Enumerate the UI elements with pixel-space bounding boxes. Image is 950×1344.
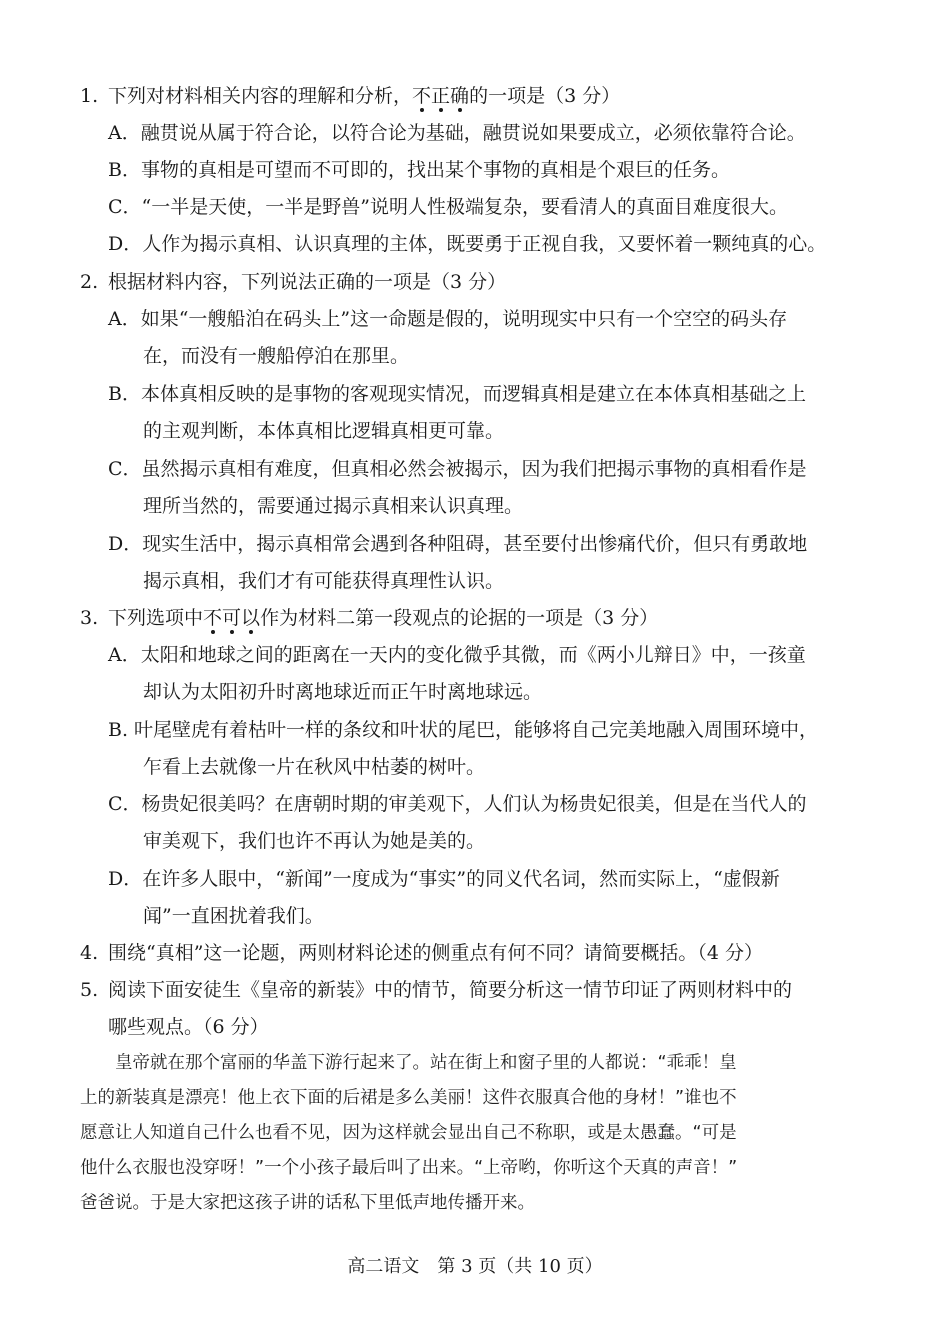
option-text: A．融贯说从属于符合论，以符合论为基础，融贯说如果要成立，必须依靠符合论。 bbox=[108, 122, 806, 144]
question-stem: 根据材料内容，下列说法正确的一项是（3 分） bbox=[108, 271, 507, 293]
question-stem: 围绕“真相”这一论题，两则材料论述的侧重点有何不同？请简要概括。（4 分） bbox=[108, 942, 764, 964]
option-text: B．事物的真相是可望而不可即的，找出某个事物的真相是个艰巨的任务。 bbox=[108, 159, 730, 181]
page-footer: 高二语文 第 3 页（共 10 页） bbox=[347, 1256, 603, 1277]
option-1c bbox=[108, 189, 853, 226]
question-number: 2. bbox=[80, 271, 99, 293]
option-2d bbox=[108, 526, 853, 600]
question-stem-part: 下列对材料相关内容的理解和分析， bbox=[108, 85, 413, 107]
emphasis-char: 正 bbox=[431, 85, 451, 107]
option-1d bbox=[108, 226, 853, 263]
emphasis-char: 不 bbox=[203, 607, 223, 629]
option-3b bbox=[108, 712, 853, 786]
option-text: C．“一半是天使，一半是野兽”说明人性极端复杂，要看清人的真面目难度很大。 bbox=[108, 196, 788, 218]
question-1 bbox=[80, 78, 870, 115]
question-stem-continued: 哪些观点。（6 分） bbox=[108, 1016, 269, 1038]
question-number: 3. bbox=[80, 607, 99, 629]
option-text-continued: 乍看上去就像一片在秋风中枯萎的树叶。 bbox=[143, 756, 486, 778]
question-2 bbox=[80, 264, 870, 301]
option-text-continued: 在，而没有一艘船停泊在那里。 bbox=[143, 345, 410, 367]
option-2c bbox=[108, 451, 853, 525]
option-text-continued: 审美观下，我们也许不再认为她是美的。 bbox=[143, 830, 486, 852]
option-1b bbox=[108, 152, 853, 189]
option-2b bbox=[108, 376, 853, 450]
passage-line: 皇帝就在那个富丽的华盖下游行起来了。站在街上和窗子里的人都说：“乖乖！皇 bbox=[115, 1053, 737, 1073]
question-stem: 阅读下面安徒生《皇帝的新装》中的情节，简要分析这一情节印证了两则材料中的 bbox=[108, 979, 793, 1001]
question-number: 4. bbox=[80, 942, 99, 964]
passage-line: 愿意让人知道自己什么也看不见，因为这样就会显出自己不称职，或是太愚蠢。“可是 bbox=[80, 1123, 737, 1143]
question-number: 5. bbox=[80, 979, 99, 1001]
emphasis-char: 确 bbox=[450, 85, 470, 107]
option-text: C．杨贵妃很美吗？在唐朝时期的审美观下，人们认为杨贵妃很美，但是在当代人的 bbox=[108, 793, 807, 815]
option-text-continued: 揭示真相，我们才有可能获得真理性认识。 bbox=[143, 570, 505, 592]
question-stem-part: 作为材料二第一段观点的论据的一项是（3 分） bbox=[260, 607, 659, 629]
question-stem-part: 的一项是（3 分） bbox=[469, 85, 621, 107]
emphasis-char: 可 bbox=[222, 607, 242, 629]
question-number: 1. bbox=[80, 85, 99, 107]
question-3 bbox=[80, 600, 870, 637]
question-4 bbox=[80, 935, 870, 972]
option-text: C．虽然揭示真相有难度，但真相必然会被揭示，因为我们把揭示事物的真相看作是 bbox=[108, 458, 807, 480]
option-text: D．人作为揭示真相、认识真理的主体，既要勇于正视自我，又要怀着一颗纯真的心。 bbox=[108, 233, 827, 255]
emperor-new-clothes-passage bbox=[80, 1046, 860, 1221]
option-3a bbox=[108, 637, 853, 711]
option-1a bbox=[108, 115, 853, 152]
passage-line: 爸爸说。于是大家把这孩子讲的话私下里低声地传播开来。 bbox=[80, 1193, 535, 1213]
question-stem-part: 下列选项中 bbox=[108, 607, 204, 629]
passage-line: 他什么衣服也没穿呀！”一个小孩子最后叫了出来。“上帝哟，你听这个天真的声音！” bbox=[80, 1158, 738, 1178]
option-text: B．本体真相反映的是事物的客观现实情况，而逻辑真相是建立在本体真相基础之上 bbox=[108, 383, 806, 405]
option-2a bbox=[108, 301, 853, 375]
option-text-continued: 却认为太阳初升时离地球近而正午时离地球远。 bbox=[143, 681, 543, 703]
option-text-continued: 理所当然的，需要通过揭示真相来认识真理。 bbox=[143, 495, 524, 517]
option-text-continued: 闻”一直困扰着我们。 bbox=[143, 905, 324, 927]
question-5 bbox=[80, 972, 870, 1046]
option-text: D．现实生活中，揭示真相常会遇到各种阻碍，甚至要付出惨痛代价，但只有勇敢地 bbox=[108, 533, 808, 555]
emphasis-char: 以 bbox=[241, 607, 261, 629]
emphasis-char: 不 bbox=[412, 85, 432, 107]
option-3c bbox=[108, 786, 853, 860]
option-text: A．如果“一艘船泊在码头上”这一命题是假的，说明现实中只有一个空空的码头存 bbox=[108, 308, 788, 330]
passage-line: 上的新装真是漂亮！他上衣下面的后裙是多么美丽！这件衣服真合他的身材！”谁也不 bbox=[80, 1088, 737, 1108]
option-3d bbox=[108, 861, 853, 935]
option-text: A．太阳和地球之间的距离在一天内的变化微乎其微，而《两小儿辩日》中，一孩童 bbox=[108, 644, 806, 666]
option-text: B. 叶尾壁虎有着枯叶一样的条纹和叶状的尾巴，能够将自己完美地融入周围环境中， bbox=[108, 719, 819, 741]
option-text-continued: 的主观判断，本体真相比逻辑真相更可靠。 bbox=[143, 420, 505, 442]
option-text: D．在许多人眼中，“新闻”一度成为“事实”的同义代名词，然而实际上，“虚假新 bbox=[108, 868, 780, 890]
